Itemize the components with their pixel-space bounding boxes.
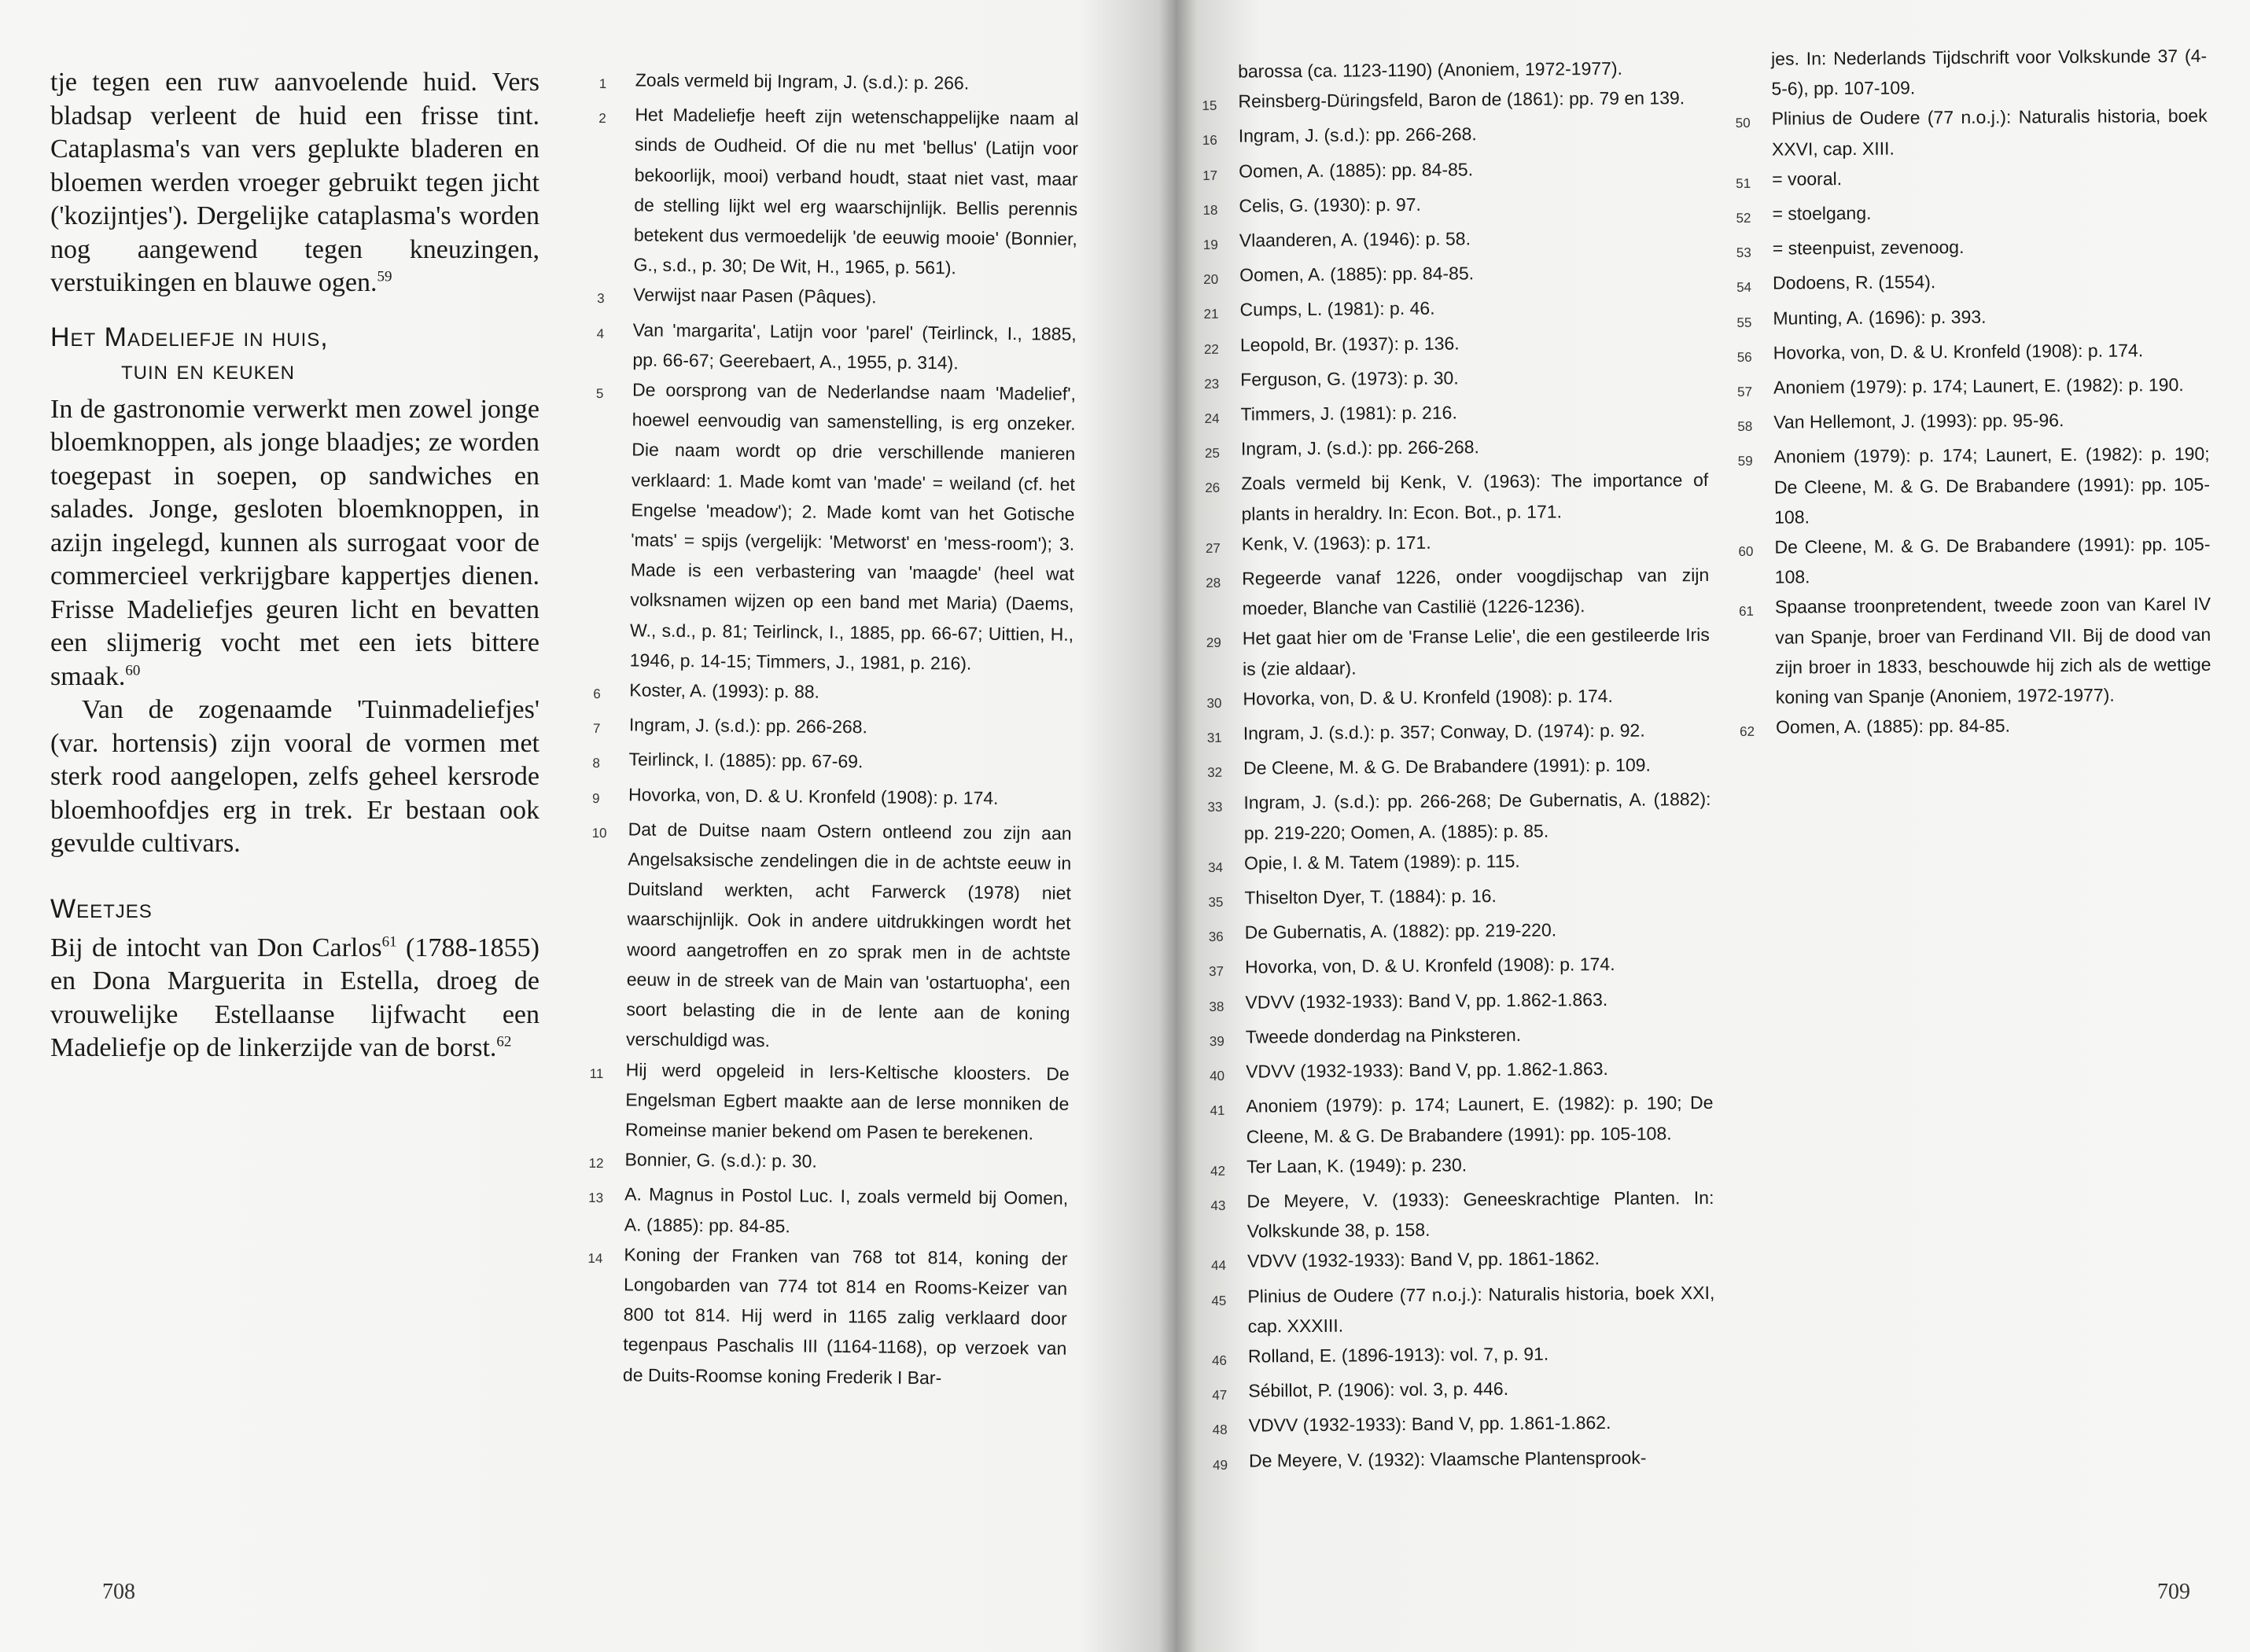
footnote-number: 49 (1212, 1457, 1228, 1473)
footnote-number: 51 (1736, 175, 1751, 191)
footnote-number: 13 (588, 1190, 604, 1206)
page-number-right: 709 (2157, 1580, 2190, 1604)
footnote-number: 59 (1737, 454, 1753, 469)
footnote-text: Timmers, J. (1981): p. 216. (1240, 402, 1457, 425)
footnote-number: 30 (1206, 695, 1222, 711)
footnote-item (1210, 1053, 1713, 1091)
footnote-item (1206, 560, 1710, 624)
footnote-text: Reinsberg-Düringsfeld, Baron de (1861): pp. 79 en 139. (1238, 87, 1685, 112)
section-heading-line: Weetjes (50, 893, 153, 924)
footnote-item (587, 1239, 1068, 1394)
footnote-text: Bonnier, G. (s.d.): p. 30. (624, 1149, 817, 1172)
footnote-item (1212, 1337, 1715, 1376)
footnote-number: 22 (1203, 341, 1219, 357)
footnote-item (1204, 326, 1707, 365)
footnote-text: Verwijst naar Pasen (Pâques). (633, 284, 877, 307)
footnote-item (1208, 879, 1711, 918)
footnote-item (1740, 709, 2211, 747)
footnote-item (1736, 265, 2208, 303)
footnote-text: Oomen, A. (1885): pp. 84-85. (1239, 263, 1475, 285)
paragraph-text: (1788-1855) en Dona Marguerita in Estella, droeg de vrouwelijke Estellaanse lijfwacht een Madeliefje op de linkerzijde van de borst. (50, 933, 539, 1062)
footnote-number: 48 (1212, 1422, 1228, 1438)
footnote-number: 19 (1202, 237, 1218, 253)
footnote-text: Van 'margarita', Latijn voor 'parel' (Teirlinck, I., 1885, pp. 66-67; Geerebaert, A., 1955, p. 314). (632, 319, 1077, 373)
footnote-number: 36 (1208, 929, 1224, 945)
footnote-number: 26 (1205, 480, 1221, 496)
footnote-text: Koster, A. (1993): p. 88. (629, 679, 820, 702)
footnote-item (1213, 1441, 1716, 1480)
footnote-text: Cumps, L. (1981): p. 46. (1239, 298, 1435, 321)
footnote-item (1207, 784, 1711, 848)
footnote-item (597, 99, 1078, 284)
footnote-item (593, 709, 1073, 749)
footnote-number: 16 (1202, 133, 1217, 149)
footnote-item (1210, 1183, 1714, 1246)
footnote-item (1736, 161, 2208, 199)
footnote-item (1737, 404, 2209, 442)
footnote-text: Anoniem (1979): p. 174; Launert, E. (1982): p. 190. (1773, 374, 2184, 398)
body-paragraph (50, 932, 539, 1065)
footnote-item (1736, 230, 2208, 268)
footnote-item (1205, 465, 1709, 528)
footnote-text: Ingram, J. (s.d.): pp. 266-268. (1238, 123, 1477, 147)
footnote-item (1207, 749, 1711, 788)
footnote-text: Ingram, J. (s.d.): pp. 266-268. (628, 714, 868, 738)
footnote-ref: 61 (381, 933, 397, 951)
footnote-text: = steenpuist, zevenoog. (1772, 237, 1965, 259)
footnote-number: 54 (1736, 280, 1752, 296)
footnote-item (597, 279, 1077, 318)
footnote-item (1209, 984, 1712, 1022)
footnote-text: Anoniem (1979): p. 174; Launert, E. (1982): p. 190; De Cleene, M. & G. De Brabandere (1991): pp. 105-108. (1773, 443, 2211, 528)
footnote-number: 8 (592, 756, 601, 771)
footnote-item (1212, 1372, 1715, 1411)
footnote-number: 21 (1203, 307, 1219, 322)
footnote-item (1203, 256, 1707, 295)
footnote-text: Het Madeliefje heeft zijn wetenschappelijke naam al sinds de Oudheid. Of die nu met 'bellus' (Latijn voor bekoorlijk, mooi) verband houdt, staat niet vast, maar de stelling lijkt wel erg waarschijnlijk. Bellis perennis betekent dus vermoedelijk 'de eeuwig mooie' (Bonnier, G., s.d., p. 30; De Wit, H., 1965, p. 561). (633, 104, 1079, 278)
footnote-text: Hovorka, von, D. & U. Kronfeld (1908): p. 174. (1244, 954, 1615, 978)
footnote-number: 33 (1207, 800, 1223, 815)
footnote-text: Dodoens, R. (1554). (1773, 271, 1936, 294)
paragraph-text: tje tegen een ruw aanvoelende huid. Vers bladsap verleent de huid een frisse tint. Cataplasma's van vers geplukte bladeren en bloemen werden vroeger gebruikt tegen jicht ('kozijntjes'). Dergelijke cataplasma's worden nog aangewend tegen kneuzingen, verstuikingen en blauwe ogen. (50, 68, 539, 297)
footnote-text: Oomen, A. (1885): pp. 84-85. (1775, 715, 2011, 738)
footnote-text: Thiselton Dyer, T. (1884): p. 16. (1244, 885, 1497, 908)
footnote-number: 55 (1736, 315, 1752, 330)
footnote-item (592, 744, 1072, 783)
footnote-number (1202, 57, 1238, 61)
footnote-text: De Meyere, V. (1932): Vlaamsche Plantensprook- (1248, 1447, 1647, 1471)
footnote-text: VDVV (1932-1933): Band V, pp. 1.862-1.863. (1245, 988, 1608, 1013)
footnote-text: Spaanse troonpretendent, tweede zoon van Karel IV van Spanje, broer van Ferdinand VII. Bij de dood van zijn broer in 1833, beschouwde hij zich als de wettige koning van Spanje (Anoniem, 1972-1977). (1774, 594, 2211, 708)
footnote-text: Sébillot, P. (1906): vol. 3, p. 446. (1248, 1378, 1509, 1401)
footnote-item (1202, 187, 1706, 226)
footnote-number: 62 (1740, 724, 1755, 740)
footnote-text: Rolland, E. (1896-1913): vol. 7, p. 91. (1247, 1343, 1549, 1367)
footnotes-column-left (587, 64, 1079, 1394)
footnote-text: VDVV (1932-1933): Band V, pp. 1861-1862. (1247, 1248, 1600, 1271)
footnote-number: 46 (1211, 1352, 1228, 1368)
footnote-item (1209, 948, 1712, 987)
section-heading-line: Het Madeliefje in huis, (50, 322, 329, 352)
footnote-number: 11 (589, 1065, 604, 1081)
footnote-item (589, 1054, 1070, 1148)
footnote-item (592, 779, 1072, 819)
footnote-number: 20 (1203, 272, 1219, 288)
footnote-number: 28 (1206, 575, 1221, 591)
footnote-item (1210, 1087, 1714, 1151)
footnote-item (1204, 396, 1707, 434)
footnote-number: 42 (1210, 1163, 1226, 1179)
footnote-number: 23 (1204, 376, 1220, 392)
footnote-number: 57 (1737, 384, 1753, 400)
footnote-text: De Cleene, M. & G. De Brabandere (1991): pp. 105-108. (1774, 533, 2211, 587)
footnote-item (1206, 680, 1710, 719)
footnote-number: 58 (1737, 419, 1753, 435)
footnote-number: 45 (1211, 1293, 1227, 1308)
footnote-text: Hovorka, von, D. & U. Kronfeld (1908): p. 174. (628, 784, 999, 808)
footnote-text: Zoals vermeld bij Ingram, J. (s.d.): p. 266. (635, 69, 970, 94)
footnote-text: Hovorka, von, D. & U. Kronfeld (1908): p. 174. (1243, 685, 1613, 709)
footnote-number: 17 (1202, 167, 1218, 183)
footnote-number: 34 (1208, 859, 1224, 875)
footnote-item (1202, 117, 1706, 156)
footnote-number: 32 (1207, 765, 1223, 781)
footnote-number: 50 (1735, 116, 1751, 131)
footnote-item (1202, 83, 1705, 121)
footnote-item (1202, 53, 1705, 86)
footnote-number: 60 (1738, 543, 1754, 560)
footnote-text: Plinius de Oudere (77 n.o.j.): Naturalis historia, boek XXI, cap. XXXIII. (1247, 1282, 1715, 1337)
body-paragraph (50, 393, 539, 694)
footnote-item (1205, 430, 1708, 469)
footnote-text: Ingram, J. (s.d.): pp. 266-268. (1240, 436, 1479, 459)
footnote-item (596, 315, 1077, 379)
footnote-item (1203, 291, 1707, 329)
footnote-item (1210, 1148, 1714, 1187)
footnote-text: Teirlinck, I. (1885): pp. 67-69. (628, 749, 864, 772)
footnote-number: 37 (1209, 964, 1224, 980)
right-page (1164, 0, 2250, 1652)
footnote-ref: 62 (496, 1033, 512, 1050)
footnote-number: 38 (1209, 999, 1224, 1014)
footnote-number: 2 (598, 111, 606, 127)
footnote-item (590, 814, 1072, 1058)
footnote-item (1736, 196, 2208, 234)
paragraph-text: Bij de intocht van Don Carlos (50, 933, 382, 962)
footnote-item (1203, 222, 1707, 260)
section-heading-weetjes (50, 892, 539, 925)
footnote-item (599, 64, 1079, 104)
footnote-item (1738, 439, 2211, 532)
footnote-text: Hij werd opgeleid in Iers-Keltische kloosters. De Engelsman Egbert maakte aan de Ierse monniken de Romeinse manier bekend om Pasen te berekenen. (624, 1058, 1070, 1144)
section-heading-line: tuin en keuken (121, 355, 295, 385)
footnote-text: = vooral. (1772, 167, 1843, 189)
footnotes-column-right-2 (1735, 41, 2211, 748)
footnote-number: 9 (591, 790, 600, 806)
footnote-number: 44 (1211, 1258, 1227, 1274)
footnote-item (1737, 335, 2209, 373)
footnote-item (1736, 300, 2208, 337)
footnote-number: 3 (597, 291, 605, 307)
footnote-number: 27 (1205, 540, 1221, 556)
footnote-text: De oorsprong van de Nederlandse naam 'Madelief', hoewel eenvoudig van samenstelling, is erg onzeker. Die naam wordt op drie verschillende manieren verklaard: 1. Made komt van 'made' = weiland (cf. het Engelse 'meadow'); 2. Made komt van het Gotische 'mats' = spijs (vergelijk: 'Metworst' en 'mess-room'); 3. Made is een verbastering van 'maagde' (heel wat volksnamen wijzen op een band met Maria) (Daems, W., s.d., p. 81; Teirlinck, I., 1885, pp. 66-67; Uittien, H., 1946, p. 14-15; Timmers, J., 1981, p. 216). (629, 379, 1077, 674)
footnote-number: 14 (587, 1250, 603, 1266)
footnote-item (588, 1144, 1068, 1183)
footnote-item (1739, 589, 2211, 712)
footnote-item (594, 374, 1077, 679)
footnote-item (1207, 715, 1711, 753)
footnote-number: 15 (1202, 98, 1217, 114)
footnote-item (1738, 529, 2211, 593)
footnote-item (1204, 361, 1707, 399)
body-paragraph: Van de zogenaamde 'Tuinmadeliefjes' (var. hortensis) zijn vooral de vormen met sterk rood aangelopen, zelfs geheel kersrode bloemhoofdjes erg in trek. Er bestaan ook gevulde cultivars. (50, 695, 539, 858)
footnote-number: 4 (596, 326, 605, 341)
footnote-number: 61 (1738, 604, 1755, 620)
footnote-number: 43 (1210, 1198, 1226, 1213)
footnote-number: 39 (1209, 1033, 1224, 1049)
footnote-item (1736, 101, 2208, 164)
footnote-text: VDVV (1932-1933): Band V, pp. 1.862-1.863. (1246, 1058, 1608, 1082)
footnote-number: 31 (1206, 730, 1222, 746)
footnote-text: Koning der Franken van 768 tot 814, koning der Longobarden van 774 tot 814 en Rooms-Keizer van 800 tot 814. Hij werd in 1165 zalig verklaard door tegenpaus Paschalis III (1164-1168), op verzoek van de Duits-Roomse koning Frederik I Bar- (622, 1244, 1068, 1388)
footnote-number (1735, 44, 1771, 49)
footnote-item (1735, 41, 2208, 105)
footnote-item (1211, 1242, 1714, 1281)
footnote-text: Dat de Duitse naam Ostern ontleend zou zijn aan Angelsaksische zendelingen die in de achtste eeuw in Duitsland werkten, acht Farwerck (1978) niet waarschijnlijk. Ook in andere uitdrukkingen wordt het woord aangetroffen en zo sprak men in de achtste eeuw in de streek van de Main van 'ostartuopha', een soort belasting die in de lente aan de koning verschuldigd was. (625, 819, 1072, 1051)
footnote-text: barossa (ca. 1123-1190) (Anoniem, 1972-1977). (1238, 57, 1623, 82)
footnote-number: 24 (1204, 410, 1220, 427)
footnote-text: Hovorka, von, D. & U. Kronfeld (1908): p. 174. (1773, 340, 2144, 363)
footnote-text: VDVV (1932-1933): Band V, pp. 1.861-1.862. (1248, 1412, 1611, 1436)
footnote-ref: 60 (125, 662, 141, 679)
footnote-number: 56 (1736, 349, 1752, 365)
footnote-number: 47 (1212, 1387, 1228, 1404)
footnote-text: A. Magnus in Postol Luc. I, zoals vermeld bij Oomen, A. (1885): pp. 84-85. (624, 1183, 1069, 1236)
footnote-number: 12 (588, 1156, 604, 1172)
footnote-text: Celis, G. (1930): p. 97. (1239, 193, 1421, 216)
footnote-number: 41 (1210, 1103, 1225, 1119)
footnote-item (1202, 153, 1706, 191)
footnote-text: Oomen, A. (1885): pp. 84-85. (1239, 158, 1474, 182)
footnote-item (1737, 370, 2209, 407)
footnote-item (1208, 844, 1711, 883)
footnote-item (1209, 914, 1712, 952)
footnote-number: 10 (591, 825, 607, 841)
main-text-column (50, 66, 539, 1065)
footnote-text: Opie, I. & M. Tatem (1989): p. 115. (1243, 850, 1520, 874)
footnote-number: 7 (592, 721, 601, 737)
footnote-text: De Gubernatis, A. (1882): pp. 219-220. (1244, 919, 1557, 943)
footnote-number: 52 (1736, 210, 1751, 226)
footnote-ref: 59 (377, 268, 392, 285)
footnote-text: Regeerde vanaf 1226, onder voogdijschap van zijn moeder, Blanche van Castilië (1226-1236). (1242, 565, 1710, 619)
footnote-number: 18 (1202, 202, 1218, 218)
page-number-left: 708 (102, 1580, 135, 1604)
footnote-text: Plinius de Oudere (77 n.o.j.): Naturalis historia, boek XXVI, cap. XIII. (1771, 105, 2208, 160)
footnote-item (1211, 1277, 1715, 1341)
footnote-number: 53 (1736, 245, 1751, 261)
footnote-number: 25 (1204, 446, 1220, 462)
footnote-number: 6 (593, 686, 601, 702)
footnote-number: 35 (1208, 894, 1224, 911)
footnote-text: jes. In: Nederlands Tijdschrift voor Volkskunde 37 (4-5-6), pp. 107-109. (1771, 45, 2208, 99)
footnote-item (1210, 1018, 1713, 1057)
footnote-text: Anoniem (1979): p. 174; Launert, E. (1982): p. 190; De Cleene, M. & G. De Brabandere (1991): pp. 105-108. (1246, 1092, 1714, 1147)
footnote-text: Vlaanderen, A. (1946): p. 58. (1239, 228, 1471, 251)
footnote-item (593, 675, 1073, 714)
footnote-text: Kenk, V. (1963): p. 171. (1241, 532, 1431, 554)
footnote-text: Munting, A. (1696): p. 393. (1773, 306, 1987, 329)
footnote-text: Leopold, Br. (1937): p. 136. (1239, 333, 1460, 355)
footnote-text: De Cleene, M. & G. De Brabandere (1991): p. 109. (1243, 754, 1651, 778)
paragraph-text: In de gastronomie verwerkt men zowel jonge bloemknoppen, als jonge blaadjes; ze worden toegepast in soepen, op sandwiches en salades. Jonge, gesloten bloemknoppen, in azijn ingelegd, kunnen als surrogaat voor de commercieel verkrijgbare kappertjes dienen. Frisse Madeliefjes geuren licht en bevatten een slijmerig vocht met een iets bittere smaak. (50, 394, 539, 691)
footnote-number: 5 (595, 386, 604, 402)
footnote-text: Het gaat hier om de 'Franse Lelie', die een gestileerde Iris is (zie aldaar). (1242, 624, 1710, 679)
footnote-text: Ferguson, G. (1973): p. 30. (1240, 367, 1459, 390)
footnote-item (588, 1179, 1069, 1243)
footnote-item (1213, 1407, 1716, 1445)
footnote-text: Ter Laan, K. (1949): p. 230. (1246, 1154, 1467, 1177)
footnote-number: 1 (598, 75, 607, 92)
footnote-text: Ingram, J. (s.d.): p. 357; Conway, D. (1974): p. 92. (1243, 719, 1645, 744)
footnote-text: Zoals vermeld bij Kenk, V. (1963): The importance of plants in heraldry. In: Econ. Bot., p. 171. (1241, 469, 1709, 524)
footnote-text: = stoelgang. (1772, 202, 1872, 224)
footnote-item (1206, 525, 1709, 564)
footnote-text: Ingram, J. (s.d.): pp. 266-268; De Gubernatis, A. (1882): pp. 219-220; Oomen, A. (1885): p. 85. (1243, 789, 1711, 844)
body-paragraph (50, 66, 539, 300)
footnote-text: Tweede donderdag na Pinksteren. (1245, 1024, 1522, 1047)
footnote-text: Van Hellemont, J. (1993): pp. 95-96. (1773, 410, 2064, 432)
footnote-number: 29 (1206, 635, 1221, 651)
footnote-item (1206, 620, 1711, 683)
footnotes-column-right-1 (1202, 53, 1716, 1481)
footnote-number: 40 (1210, 1068, 1225, 1084)
section-heading-house-garden-kitchen (50, 321, 539, 387)
footnote-text: De Meyere, V. (1933): Geneeskrachtige Planten. In: Volkskunde 38, p. 158. (1247, 1187, 1714, 1242)
